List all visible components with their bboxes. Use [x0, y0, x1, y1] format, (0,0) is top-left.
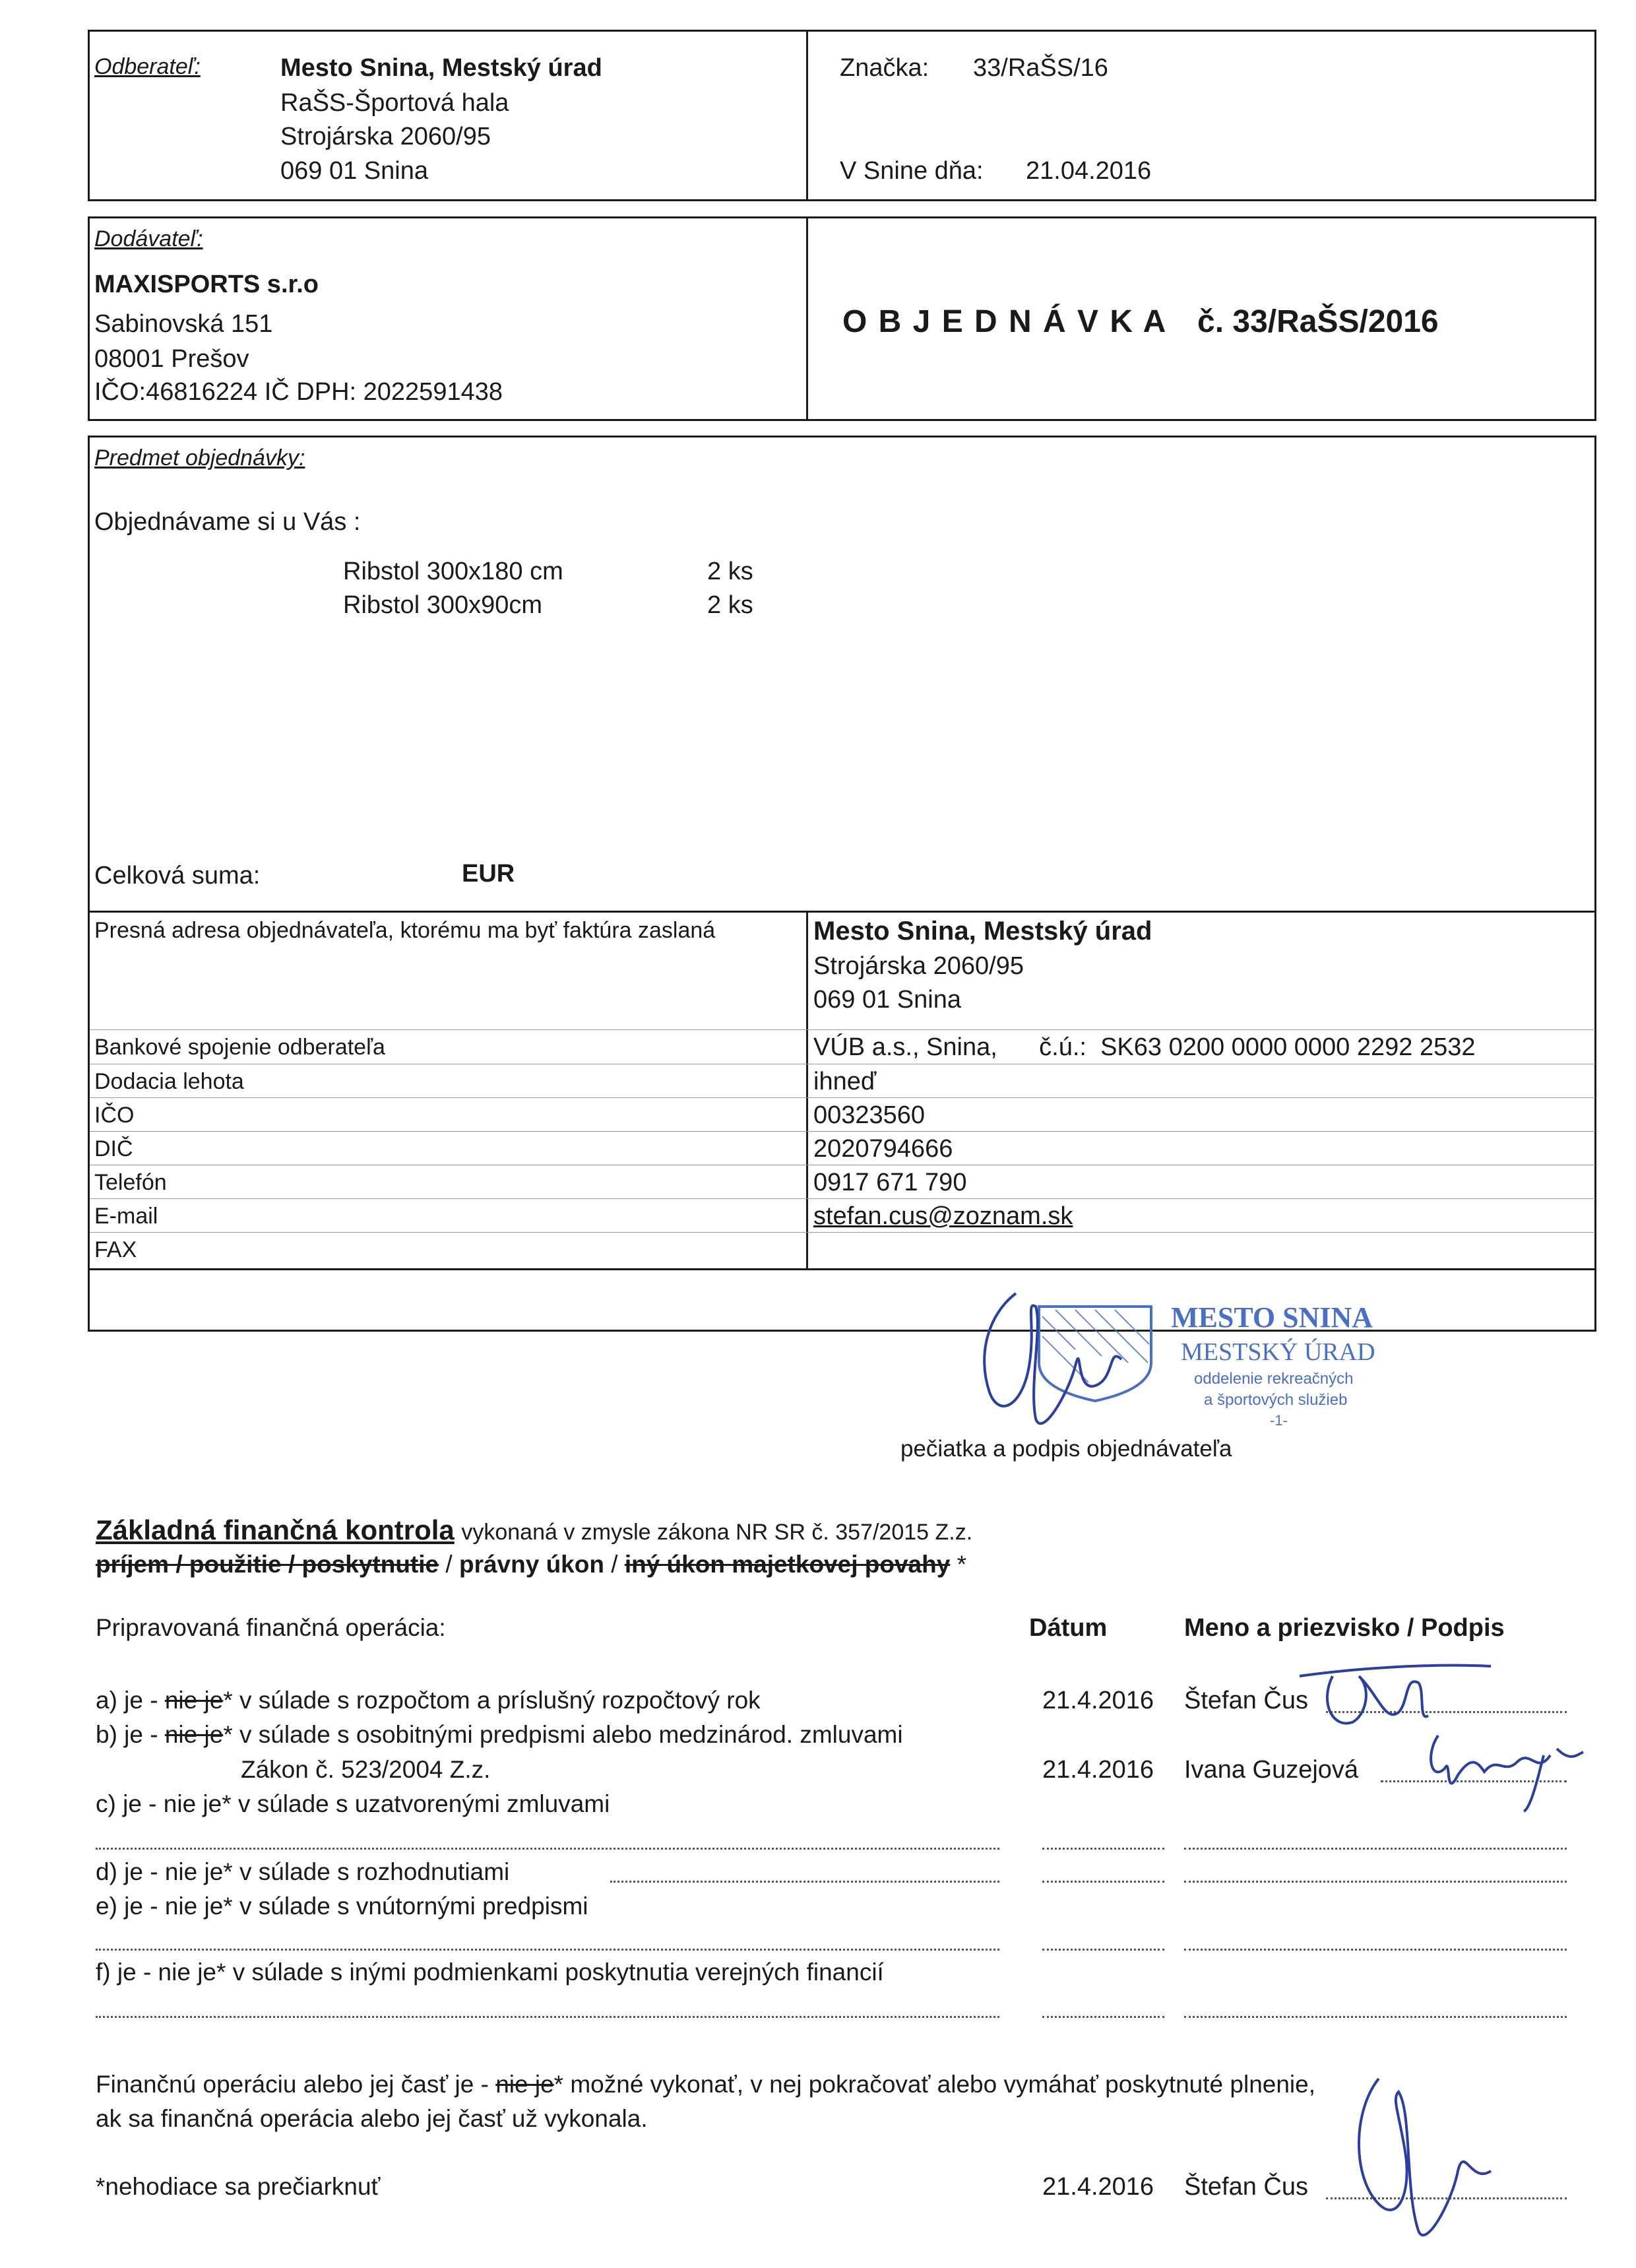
detail-value-delivery: ihneď [813, 1068, 877, 1095]
f-dots-date [1042, 2016, 1164, 2018]
stamp-line-4: a športových služieb [1204, 1391, 1348, 1409]
f-dots-name [1184, 2016, 1567, 2018]
a-post: * v súlade s rozpočtom a príslušný rozpočtový rok [223, 1687, 761, 1714]
invoice-street: Strojárska 2060/95 [813, 952, 1024, 980]
final-name: Štefan Čus [1184, 2173, 1308, 2201]
type-struck: príjem / použitie / poskytnutie [96, 1551, 439, 1578]
item-name-2: Ribstol 300x90cm [343, 591, 543, 619]
odberatel-name: Mesto Snina, Mestský úrad [280, 54, 602, 82]
item-qty-2: 2 ks [707, 591, 753, 619]
row-sep-4 [90, 1131, 1595, 1132]
supplier-street: Sabinovská 151 [94, 310, 273, 338]
signature-b [1418, 1716, 1590, 1815]
stamp-line-2: MESTSKÝ ÚRAD [1181, 1338, 1375, 1366]
a-name: Štefan Čus [1184, 1687, 1308, 1714]
stamp-line-5: -1- [1270, 1412, 1288, 1429]
total-label: Celková suma: [94, 862, 261, 890]
datum-label: V Snine dňa: [840, 157, 984, 185]
znacka-label: Značka: [840, 54, 929, 82]
item-name-1: Ribstol 300x180 cm [343, 558, 563, 585]
c-dots-date [1042, 1848, 1164, 1850]
item-qty-1: 2 ks [707, 558, 753, 585]
control-type-row [96, 1552, 966, 1576]
d-dots-date [1042, 1881, 1164, 1883]
type-struck-2: iný úkon majetkovej povahy [624, 1551, 951, 1578]
line-c: c) je - nie je* v súlade s uzatvorenými zmluvami [96, 1790, 610, 1817]
order-number: č. 33/RaŠS/2016 [1197, 304, 1439, 339]
operation-label: Pripravovaná finančná operácia: [96, 1614, 446, 1641]
subject-top-rule [88, 911, 1596, 913]
e-dots-date [1042, 1949, 1164, 1951]
datum-value: 21.04.2016 [1026, 157, 1152, 185]
d-dots-left [610, 1881, 999, 1883]
col-date-header: Dátum [1029, 1614, 1108, 1642]
b-strike: nie je [164, 1721, 224, 1748]
detail-label-delivery: Dodacia lehota [94, 1069, 244, 1094]
type-star: * [950, 1551, 966, 1578]
type-kept: právny úkon [458, 1551, 604, 1578]
final-line-1 [96, 2072, 1315, 2096]
stamp-line-1: MESTO SNINA [1171, 1301, 1373, 1334]
supplier-city: 08001 Prešov [94, 345, 249, 373]
detail-value-dic: 2020794666 [813, 1135, 953, 1163]
control-title: Základná finančná kontrola [96, 1514, 455, 1545]
supplier-name: MAXISPORTS s.r.o [94, 271, 319, 298]
detail-label-ico: IČO [94, 1103, 135, 1128]
row-sep-3 [90, 1097, 1595, 1098]
line-e: e) je - nie je* v súlade s vnútornými predpismi [96, 1893, 588, 1920]
a-date: 21.4.2016 [1042, 1687, 1154, 1714]
control-title-row [96, 1516, 972, 1544]
detail-value-bank: VÚB a.s., Snina, č.ú.: SK63 0200 0000 0000 2292 2532 [813, 1033, 1476, 1061]
order-title: O B J E D N Á V K A [842, 304, 1168, 339]
subject-divider [806, 911, 808, 1270]
stamp-line-3: oddelenie rekreačných [1194, 1370, 1354, 1388]
b-pre: b) je - [96, 1721, 165, 1748]
row-sep-7 [90, 1232, 1595, 1233]
a-pre: a) je - [96, 1687, 165, 1714]
detail-value-email[interactable]: stefan.cus@zoznam.sk [813, 1202, 1073, 1230]
row-sep-6 [90, 1198, 1595, 1199]
predmet-label: Predmet objednávky: [94, 445, 305, 470]
b-law: Zákon č. 523/2004 Z.z. [241, 1756, 491, 1783]
supplier-ids: IČO:46816224 IČ DPH: 2022591438 [94, 378, 503, 406]
f-dots-left [96, 2016, 999, 2018]
e-dots-left [96, 1949, 999, 1951]
detail-label-bank: Bankové spojenie odberateľa [94, 1035, 385, 1060]
type-sep-1: / [439, 1551, 459, 1578]
detail-value-ico: 00323560 [813, 1101, 926, 1129]
c-dots-name [1184, 1848, 1567, 1850]
total-currency: EUR [462, 860, 515, 888]
row-sep-1 [90, 1029, 1595, 1030]
odberatel-line2: RaŠS-Športová hala [280, 89, 509, 117]
c-dots-left [96, 1848, 999, 1850]
col-name-header: Meno a priezvisko / Podpis [1184, 1614, 1505, 1642]
odberatel-line3: Strojárska 2060/95 [280, 123, 491, 150]
stamp-caption: pečiatka a podpis objednávateľa [900, 1436, 1232, 1462]
line-b [96, 1722, 903, 1747]
detail-label-fax: FAX [94, 1237, 137, 1262]
invoice-name: Mesto Snina, Mestský úrad [813, 917, 1152, 946]
detail-value-phone: 0917 671 790 [813, 1169, 967, 1196]
odberatel-label: Odberateľ: [94, 54, 201, 79]
detail-label-email: E-mail [94, 1204, 158, 1229]
line-f: f) je - nie je* v súlade s inými podmienkami poskytnutia verejných financií [96, 1959, 884, 1986]
detail-label-dic: DIČ [94, 1136, 133, 1161]
detail-label-phone: Telefón [94, 1170, 167, 1195]
final-pre: Finančnú operáciu alebo jej časť je - [96, 2071, 496, 2098]
d-dots-name [1184, 1881, 1567, 1883]
znacka-value: 33/RaŠS/16 [973, 54, 1108, 82]
subject-box [88, 436, 1596, 1332]
b-name: Ivana Guzejová [1184, 1756, 1359, 1784]
control-title-rest: vykonaná v zmysle zákona NR SR č. 357/2015 Z.z. [461, 1520, 973, 1545]
line-a [96, 1688, 761, 1712]
footnote: *nehodiace sa prečiarknuť [96, 2173, 381, 2200]
final-post: * možné vykonať, v nej pokračovať alebo vymáhať poskytnuté plnenie, [553, 2071, 1316, 2098]
final-date: 21.4.2016 [1042, 2173, 1154, 2201]
orderer-signature [963, 1287, 1161, 1445]
line-d: d) je - nie je* v súlade s rozhodnutiami [96, 1858, 510, 1885]
details-bottom-rule [88, 1268, 1596, 1270]
final-line-2: ak sa finančná operácia alebo jej časť už vykonala. [96, 2105, 648, 2132]
signature-final [1339, 2072, 1511, 2257]
supplier-divider [806, 216, 808, 421]
dodavatel-label: Dodávateľ: [94, 226, 203, 251]
header-divider [806, 30, 808, 201]
invoice-label: Presná adresa objednávateľa, ktorému ma byť faktúra zaslaná [94, 918, 716, 943]
subject-intro: Objednávame si u Vás : [94, 508, 361, 536]
invoice-city: 069 01 Snina [813, 986, 961, 1014]
a-strike: nie je [164, 1687, 224, 1714]
b-date: 21.4.2016 [1042, 1756, 1154, 1784]
type-sep-2: / [604, 1551, 625, 1578]
e-dots-name [1184, 1949, 1567, 1951]
final-strike: nie je [495, 2071, 554, 2098]
odberatel-line4: 069 01 Snina [280, 157, 428, 185]
b-post: * v súlade s osobitnými predpismi alebo medzinárod. zmluvami [223, 1721, 903, 1748]
